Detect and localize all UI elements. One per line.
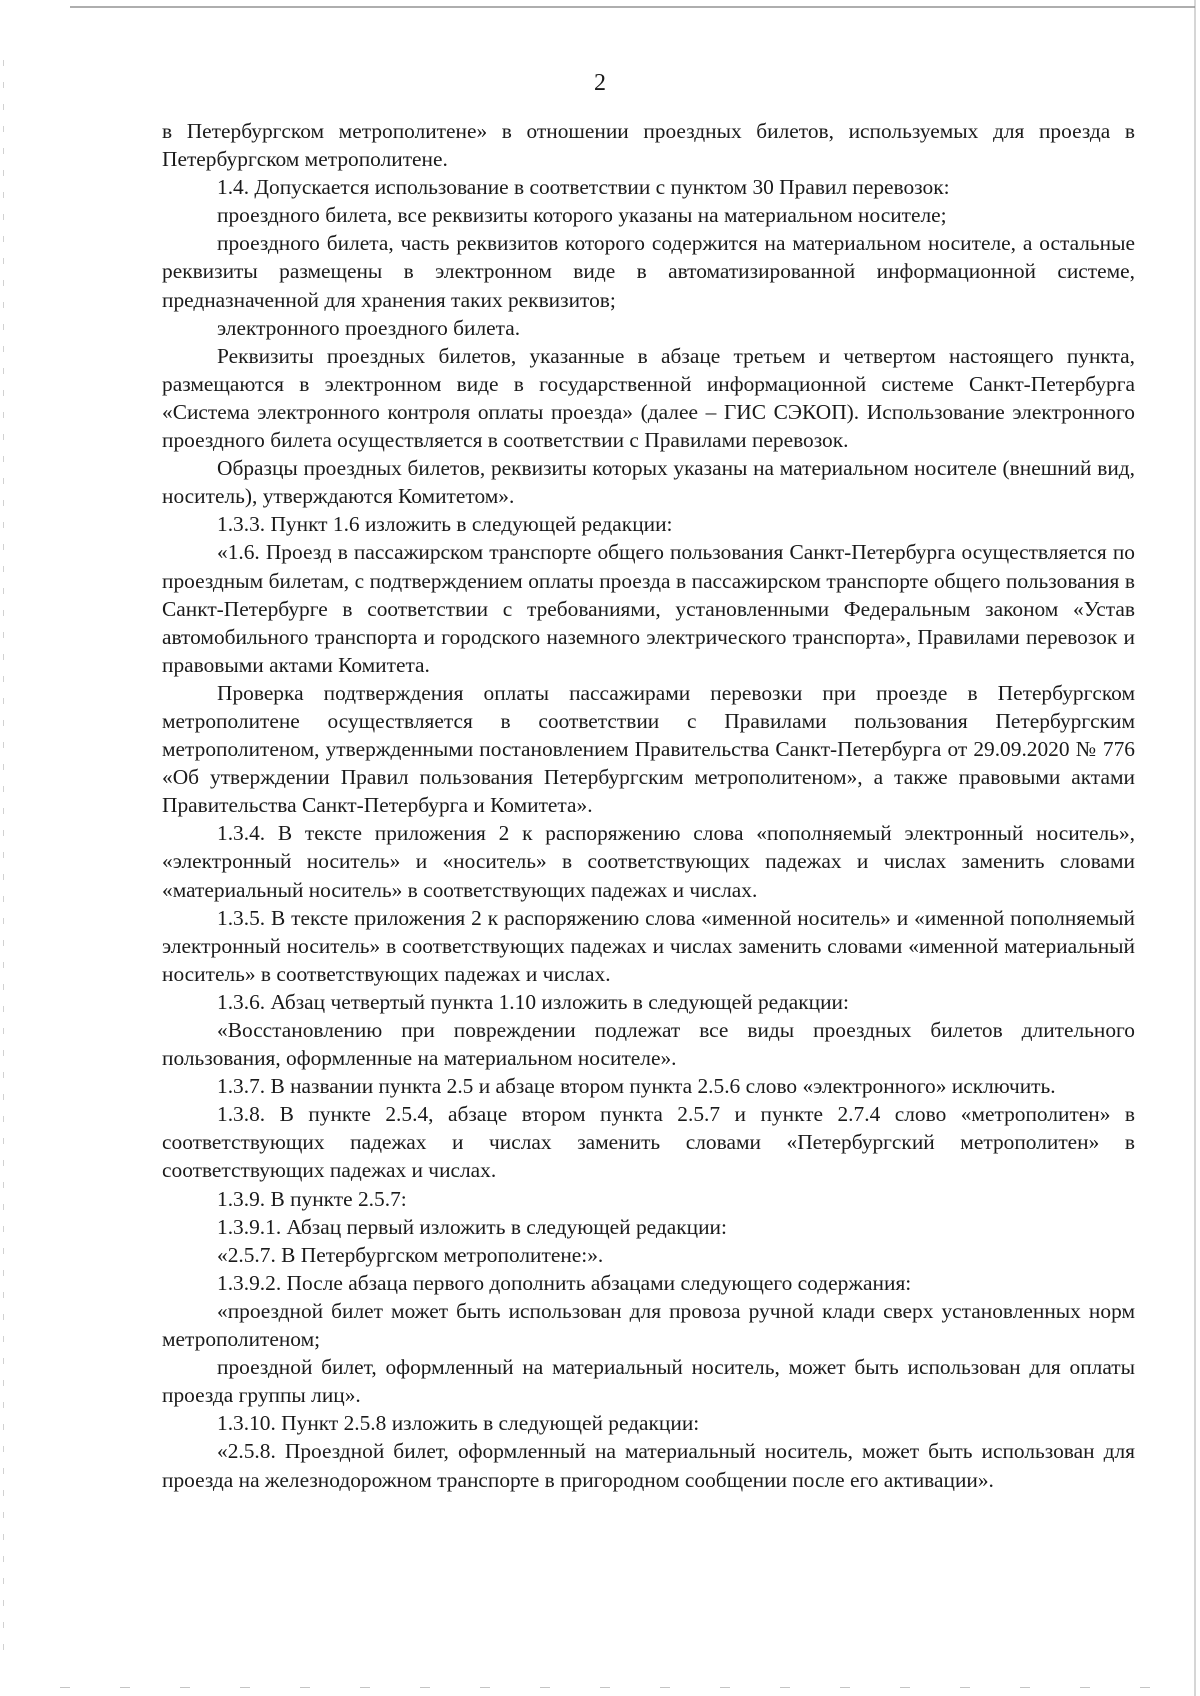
scan-edge-right xyxy=(1194,0,1196,1696)
paragraph: 1.3.9. В пункте 2.5.7: xyxy=(217,1186,407,1211)
paragraph: 1.3.9.1. Абзац первый изложить в следующей редакции: xyxy=(217,1214,727,1239)
paragraph: проездного билета, все реквизиты которого указаны на материальном носителе; xyxy=(217,203,947,228)
scan-edge-left xyxy=(3,60,4,1660)
paragraph: Образцы проездных билетов, реквизиты которых указаны на материальном носителе (внешний вид, носитель), утверждаются Комитетом». xyxy=(162,456,1135,509)
paragraph: Проверка подтверждения оплаты пассажирами перевозки при проезде в Петербургском метрополитене осуществляется в соответствии с Правилами пользования Петербургским метрополитеном, утвержденными постановлением Правительства Санкт-Петербурга от 29.09.2020 № 776 «Об утверждении Правил пользования Петербургским метрополитеном», а также правовыми актами Правительства Санкт-Петербурга и Комитета». xyxy=(162,680,1135,818)
paragraph: «1.6. Проезд в пассажирском транспорте общего пользования Санкт-Петербурга осуществляется по проездным билетам, с подтверждением оплаты проезда в пассажирском транспорте общего пользования в Санкт-Петербурге в соответствии с требованиями, установленными Федеральным законом «Устав автомобильного транспорта и городского наземного электрического транспорта», Правилами перевозок и правовыми актами Комитета. xyxy=(162,540,1135,677)
paragraph: электронного проездного билета. xyxy=(217,315,521,340)
scan-edge-bottom xyxy=(60,1687,1180,1688)
document-body xyxy=(162,117,1135,1494)
paragraph: 1.3.6. Абзац четвертый пункта 1.10 изложить в следующей редакции: xyxy=(217,989,849,1014)
paragraph: «2.5.7. В Петербургском метрополитене:». xyxy=(217,1242,604,1267)
paragraph: 1.3.5. В тексте приложения 2 к распоряжению слова «именной носитель» и «именной пополняемый электронный носитель» в соответствующих падежах и числах заменить словами «именной материальный носитель» в соответствующих падежах и числах. xyxy=(162,905,1135,986)
page-number: 2 xyxy=(594,70,606,96)
paragraph: 1.3.4. В тексте приложения 2 к распоряжению слова «пополняемый электронный носитель», «электронный носитель» и «носитель» в соответствующих падежах и числах заменить словами «материальный носитель» в соответствующих падежах и числах. xyxy=(162,821,1135,902)
paragraph: 1.3.8. В пункте 2.5.4, абзаце втором пункта 2.5.7 и пункте 2.7.4 слово «метрополитен» в соответствующих падежах и числах заменить словами «Петербургский метрополитен» в соответствующих падежах и числах. xyxy=(162,1102,1135,1183)
paragraph: «2.5.8. Проездной билет, оформленный на материальный носитель, может быть использован для проезда на железнодорожном транспорте в пригородном сообщении после его активации». xyxy=(162,1439,1135,1492)
paragraph: «Восстановлению при повреждении подлежат все виды проездных билетов длительного пользования, оформленные на материальном носителе». xyxy=(162,1018,1135,1071)
paragraph: Реквизиты проездных билетов, указанные в абзаце третьем и четвертом настоящего пункта, размещаются в электронном виде в государственной информационной системе Санкт-Петербурга «Система электронного контроля оплаты проезда» (далее – ГИС СЭКОП). Использование электронного проездного билета осуществляется в соответствии с Правилами перевозок. xyxy=(162,343,1135,453)
paragraph: 1.3.10. Пункт 2.5.8 изложить в следующей редакции: xyxy=(217,1411,700,1436)
paragraph: в Петербургском метрополитене» в отношении проездных билетов, используемых для проезда в Петербургском метрополитене. xyxy=(162,119,1135,172)
paragraph: 1.4. Допускается использование в соответствии с пунктом 30 Правил перевозок: xyxy=(217,175,950,200)
paragraph: проездной билет, оформленный на материальный носитель, может быть использован для оплаты проезда группы лиц». xyxy=(162,1355,1135,1408)
paragraph: «проездной билет может быть использован для провоза ручной клади сверх установленных норм метрополитеном; xyxy=(162,1298,1135,1352)
paragraph: 1.3.9.2. После абзаца первого дополнить абзацами следующего содержания: xyxy=(217,1270,912,1295)
scan-edge-top xyxy=(70,6,1195,8)
paragraph: проездного билета, часть реквизитов которого содержится на материальном носителе, а остальные реквизиты размещены в электронном виде в автоматизированной информационной системе, предназначенной для хранения таких реквизитов; xyxy=(162,231,1135,312)
paragraph: 1.3.7. В названии пункта 2.5 и абзаце втором пункта 2.5.6 слово «электронного» исключить. xyxy=(217,1074,1056,1099)
paragraph: 1.3.3. Пункт 1.6 изложить в следующей редакции: xyxy=(217,512,673,537)
